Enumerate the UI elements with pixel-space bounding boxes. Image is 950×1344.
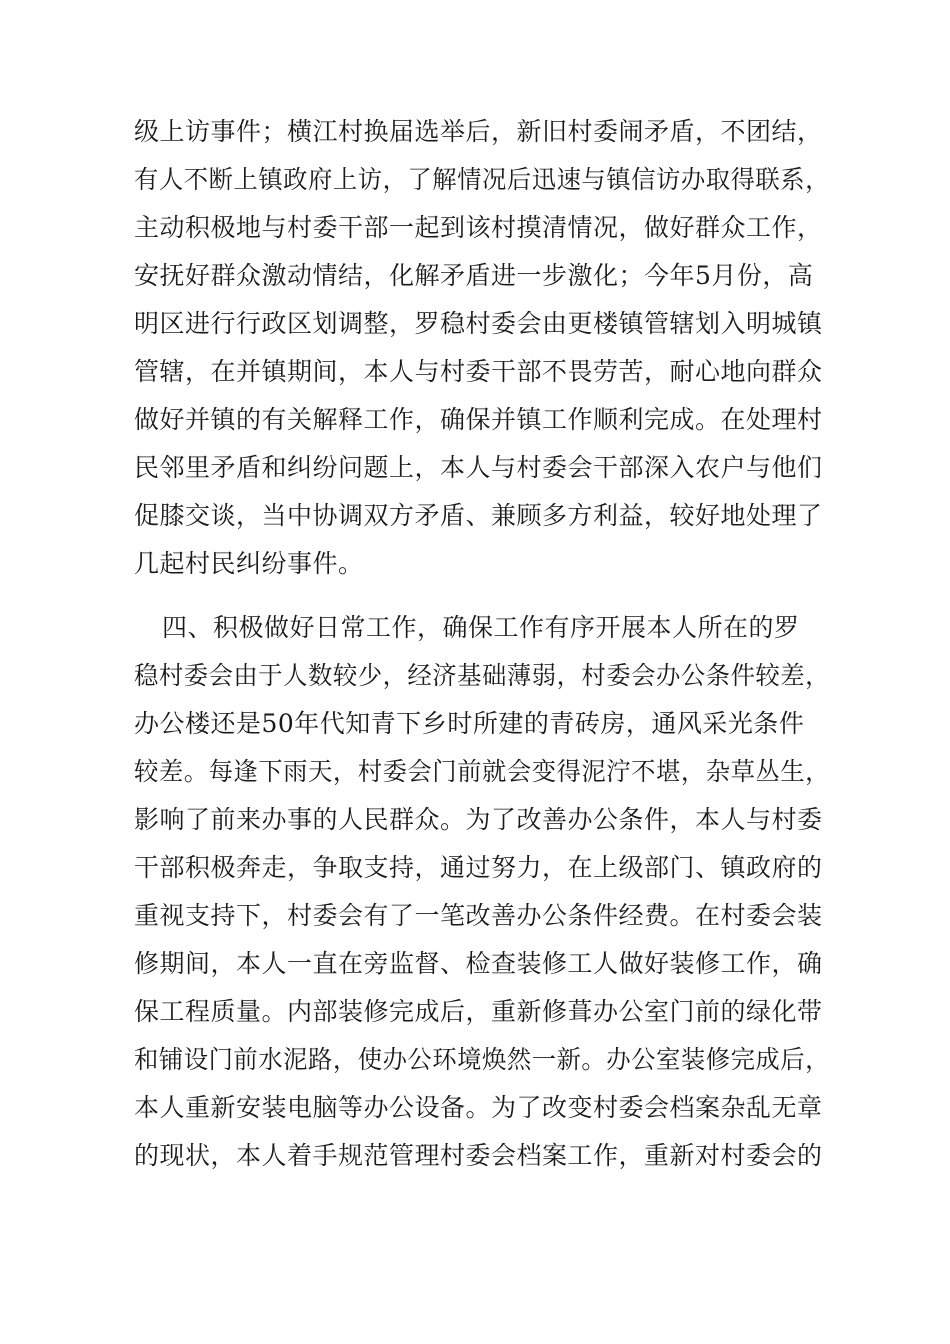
text-line: 保工程质量。内部装修完成后，重新修葺办公室门前的绿化带 xyxy=(134,997,823,1026)
text-line: 级上访事件；横江村换届选举后，新旧村委闹矛盾，不团结， xyxy=(134,117,823,146)
paragraph-heading: 四、积极做好日常工作，确保工作有序开展本人所在的罗 xyxy=(162,613,800,642)
text-line: 民邻里矛盾和纠纷问题上，本人与村委会干部深入农户与他们 xyxy=(134,453,823,482)
text-line: 做好并镇的有关解释工作，确保并镇工作顺利完成。在处理村 xyxy=(134,405,823,434)
text-line: 重视支持下，村委会有了一笔改善办公条件经费。在村委会装 xyxy=(134,901,823,930)
text-line: 的现状，本人着手规范管理村委会档案工作，重新对村委会的 xyxy=(134,1141,823,1170)
text-line: 有人不断上镇政府上访，了解情况后迅速与镇信访办取得联系， xyxy=(134,165,831,194)
text-line: 办公楼还是50年代知青下乡时所建的青砖房，通风采光条件 xyxy=(134,709,805,738)
text-line: 影响了前来办事的人民群众。为了改善办公条件，本人与村委 xyxy=(134,805,823,834)
text-line: 干部积极奔走，争取支持，通过努力，在上级部门、镇政府的 xyxy=(134,853,823,882)
text-line: 几起村民纠纷事件。 xyxy=(134,549,364,578)
text-line: 修期间，本人一直在旁监督、检查装修工人做好装修工作，确 xyxy=(134,949,823,978)
text-line: 促膝交谈，当中协调双方矛盾、兼顾多方利益，较好地处理了 xyxy=(134,501,823,530)
text-line: 和铺设门前水泥路，使办公环境焕然一新。办公室装修完成后， xyxy=(134,1045,831,1074)
text-line: 明区进行行政区划调整，罗稳村委会由更楼镇管辖划入明城镇 xyxy=(134,309,823,338)
text-line: 较差。每逢下雨天，村委会门前就会变得泥泞不堪，杂草丛生， xyxy=(134,757,831,786)
text-line: 安抚好群众激动情结，化解矛盾进一步激化；今年5月份，高 xyxy=(134,261,814,290)
text-line: 管辖，在并镇期间，本人与村委干部不畏劳苦，耐心地向群众 xyxy=(134,357,823,386)
text-line: 稳村委会由于人数较少，经济基础薄弱，村委会办公条件较差， xyxy=(134,661,831,690)
text-line: 主动积极地与村委干部一起到该村摸清情况，做好群众工作， xyxy=(134,213,823,242)
text-line: 本人重新安装电脑等办公设备。为了改变村委会档案杂乱无章 xyxy=(134,1093,823,1122)
